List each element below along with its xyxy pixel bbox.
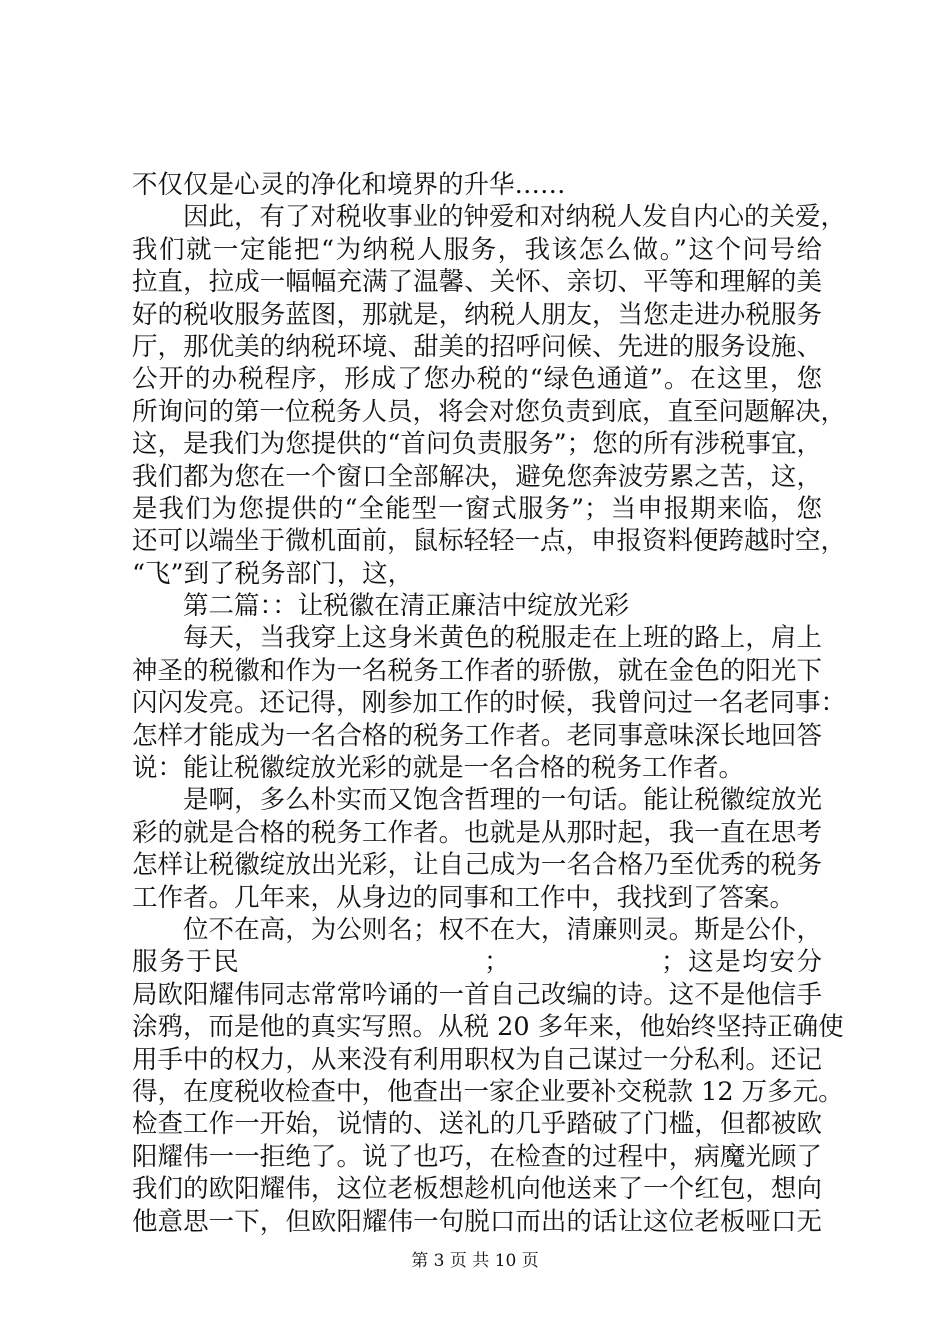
- text-line: 位不在高，为公则名；权不在大，清廉则灵。斯是公仆，: [183, 914, 822, 945]
- text-line: 服务于民 ； ；这是均安分: [132, 947, 822, 978]
- text-line: 我们的欧阳耀伟，这位老板想趁机向他送来了一个红包，想向: [132, 1174, 822, 1205]
- document-body: [132, 169, 847, 1238]
- text-line: 怎样让税徽绽放出光彩，让自己成为一名合格乃至优秀的税务: [132, 850, 822, 881]
- text-line: 他意思一下，但欧阳耀伟一句脱口而出的话让这位老板哑口无: [132, 1206, 822, 1237]
- text-line: 我们就一定能把“为纳税人服务，我该怎么做。”这个问号给: [132, 234, 822, 265]
- page-footer: 第 3 页 共 10 页: [411, 1251, 539, 1271]
- text-line: 是啊，多么朴实而又饱含哲理的一句话。能让税徽绽放光: [183, 785, 822, 816]
- text-line: 怎样才能成为一名合格的税务工作者。老同事意味深长地回答: [132, 720, 822, 751]
- text-line: 工作者。几年来，从身边的同事和工作中，我找到了答案。: [132, 882, 796, 913]
- text-line: 检查工作一开始，说情的、送礼的几乎踏破了门槛，但都被欧: [132, 1109, 822, 1140]
- text-line: 不仅仅是心灵的净化和境界的升华……: [132, 170, 566, 200]
- text-line: 所询问的第一位税务人员，将会对您负责到底，直至问题解决，: [132, 396, 847, 427]
- text-line: 闪闪发亮。还记得，刚参加工作的时候，我曾问过一名老同事：: [132, 688, 847, 719]
- text-line: 因此，有了对税收事业的钟爱和对纳税人发自内心的关爱，: [183, 202, 847, 233]
- text-line: 还可以端坐于微机面前，鼠标轻轻一点，申报资料便跨越时空，: [132, 526, 847, 557]
- text-line: 阳耀伟一一拒绝了。说了也巧，在检查的过程中，病魔光顾了: [132, 1141, 822, 1172]
- text-line: 是我们为您提供的“全能型一窗式服务”；当申报期来临，您: [132, 493, 822, 524]
- text-line: 这，是我们为您提供的“首问负责服务”；您的所有涉税事宜，: [132, 429, 822, 460]
- text-line: 厅，那优美的纳税环境、甜美的招呼问候、先进的服务设施、: [132, 331, 822, 362]
- text-line: “飞”到了税务部门，这，: [132, 558, 414, 589]
- text-line: 每天，当我穿上这身米黄色的税服走在上班的路上，肩上: [183, 623, 822, 654]
- text-line: 神圣的税徽和作为一名税务工作者的骄傲，就在金色的阳光下: [132, 655, 822, 686]
- text-line: 得，在度税收检查中，他查出一家企业要补交税款 12 万多元。: [132, 1076, 844, 1107]
- text-line: 用手中的权力，从来没有利用职权为自己谋过一分私利。还记: [132, 1044, 822, 1075]
- text-line: 拉直，拉成一幅幅充满了温馨、关怀、亲切、平等和理解的美: [132, 267, 822, 298]
- text-line: 彩的就是合格的税务工作者。也就是从那时起，我一直在思考: [132, 817, 822, 848]
- text-line: 我们都为您在一个窗口全部解决，避免您奔波劳累之苦，这，: [132, 461, 822, 492]
- text-line: 好的税收服务蓝图，那就是，纳税人朋友，当您走进办税服务: [132, 299, 822, 330]
- text-line: 说：能让税徽绽放光彩的就是一名合格的税务工作者。: [132, 753, 745, 784]
- text-line: 局欧阳耀伟同志常常吟诵的一首自己改编的诗。这不是他信手: [132, 979, 822, 1010]
- text-line: 第二篇：：让税徽在清正廉洁中绽放光彩: [183, 591, 630, 622]
- text-line: 公开的办税程序，形成了您办税的“绿色通道”。在这里，您: [132, 364, 822, 395]
- text-line: 涂鸦，而是他的真实写照。从税 20 多年来，他始终坚持正确使: [132, 1012, 844, 1043]
